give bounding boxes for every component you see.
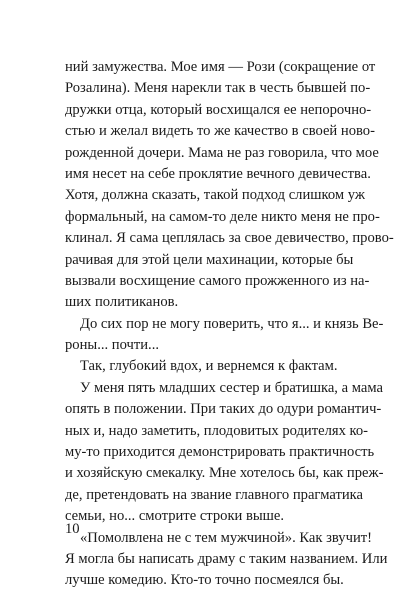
text-line: лучше комедию. Кто-то точно посмеялся бы. <box>65 572 344 589</box>
text-line: ших политиканов. <box>65 294 179 311</box>
text-line: семьи, но... смотрите строки выше. <box>65 508 285 525</box>
text-line: У меня пять младших сестер и братишка, а мама <box>80 379 383 396</box>
text-line: роны... почти... <box>65 337 160 354</box>
text-line: Хотя, должна сказать, такой подход слишком уж <box>65 187 365 204</box>
text-line: и хозяйскую смекалку. Мне хотелось бы, как преж- <box>65 465 384 482</box>
text-line: опять в положении. При таких до одури романтич- <box>65 401 382 418</box>
text-line: ных и, надо заметить, плодовитых родителях ко- <box>65 422 369 439</box>
text-line: стью и желал видеть то же качество в своей ново- <box>65 123 375 140</box>
text-line: клинал. Я сама цеплялась за свое девичество, прово- <box>65 230 394 247</box>
text-line: Я могла бы написать драму с таким названием. Или <box>65 550 388 567</box>
text-line: ний замужества. Мое имя — Рози (сокращение от <box>65 59 376 75</box>
text-line: дружки отца, который восхищался ее непорочно- <box>65 101 372 118</box>
text-line: рачивая для этой цели махинации, которые бы <box>65 251 354 268</box>
text-line: «Помолвлена не с тем мужчиной». Как звучит! <box>80 529 372 546</box>
text-line: му-то приходится демонстрировать практичность <box>65 444 375 461</box>
text-line: формальный, на самом-то деле никто меня не про- <box>65 208 380 225</box>
text-line: вызвали восхищение самого прожженного из на- <box>65 272 370 289</box>
text-line: де, претендовать на звание главного прагматика <box>65 486 363 503</box>
text-line: рожденной дочери. Мама не раз говорила, что мое <box>65 144 379 161</box>
text-line: До сих пор не могу поверить, что я... и князь Ве- <box>80 315 384 332</box>
text-line: Розалина). Меня нарекли так в честь бывшей по- <box>65 80 371 97</box>
text-line: Так, глубокий вдох, и вернемся к фактам. <box>80 358 338 375</box>
body-text <box>65 57 394 592</box>
text-line: имя несет на себе проклятие вечного девичества. <box>65 165 371 182</box>
page-number: 10 <box>65 521 80 537</box>
